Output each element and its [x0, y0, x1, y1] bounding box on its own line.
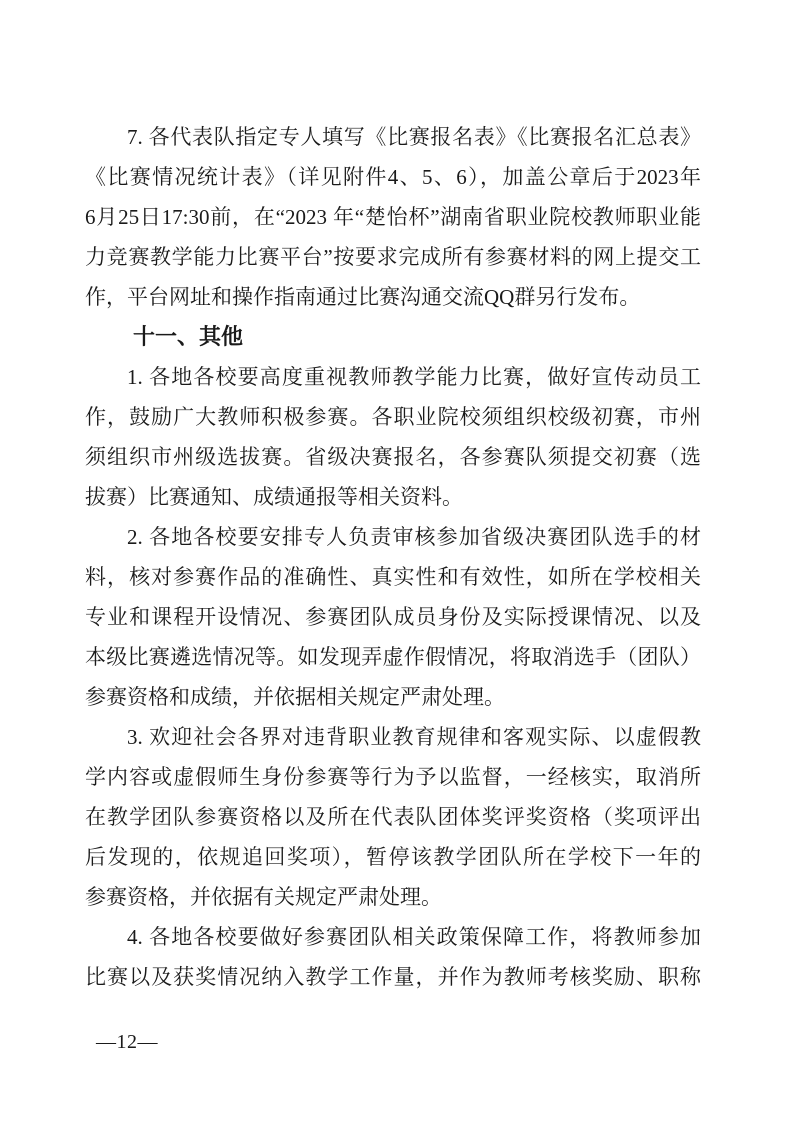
text-line: 专业和课程开设情况、参赛团队成员身份及实际授课情况、以及	[85, 605, 701, 629]
text-block	[85, 117, 701, 997]
text-line: 6月25日17:30前，在“2023 年“楚怡杯”湖南省职业院校教师职业能	[85, 205, 701, 229]
text-line: 在教学团队参赛资格以及所在代表队团体奖评奖资格（奖项评出	[85, 805, 701, 829]
page-number: —12—	[96, 1031, 158, 1053]
text-line: 力竞赛教学能力比赛平台”按要求完成所有参赛材料的网上提交工	[85, 245, 701, 269]
text-line: 2. 各地各校要安排专人负责审核参加省级决赛团队选手的材	[127, 525, 701, 549]
text-line: 4. 各地各校要做好参赛团队相关政策保障工作，将教师参加	[127, 925, 701, 949]
text-line: 1. 各地各校要高度重视教师教学能力比赛，做好宣传动员工	[127, 365, 701, 389]
text-line: 作，平台网址和操作指南通过比赛沟通交流QQ群另行发布。	[85, 285, 641, 309]
text-line: 后发现的，依规追回奖项），暂停该教学团队所在学校下一年的	[85, 845, 701, 869]
text-line: 作，鼓励广大教师积极参赛。各职业院校须组织校级初赛，市州	[85, 405, 701, 429]
text-line: 参赛资格，并依据有关规定严肃处理。	[85, 885, 442, 909]
text-line: 料，核对参赛作品的准确性、真实性和有效性，如所在学校相关	[85, 565, 701, 589]
text-line: 须组织市州级选拔赛。省级决赛报名，各参赛队须提交初赛（选	[85, 445, 701, 469]
text-line: 比赛以及获奖情况纳入教学工作量，并作为教师考核奖励、职称	[85, 965, 701, 989]
paragraph-other-3	[85, 717, 701, 917]
text-line: 学内容或虚假师生身份参赛等行为予以监督，一经核实，取消所	[85, 765, 701, 789]
paragraph-item-7	[85, 117, 701, 317]
text-line: 《比赛情况统计表》（详见附件4、5、6），加盖公章后于2023年	[85, 165, 701, 189]
text-line: 拔赛）比赛通知、成绩通报等相关资料。	[85, 485, 463, 509]
paragraph-other-4	[85, 917, 701, 997]
text-line: 7. 各代表队指定专人填写《比赛报名表》《比赛报名汇总表》	[127, 125, 701, 149]
text-line: 参赛资格和成绩，并依据相关规定严肃处理。	[85, 685, 505, 709]
section-heading: 十一、其他	[133, 324, 244, 349]
text-line: 本级比赛遴选情况等。如发现弄虚作假情况，将取消选手（团队）	[85, 645, 701, 669]
paragraph-other-1	[85, 357, 701, 517]
text-line: 3. 欢迎社会各界对违背职业教育规律和客观实际、以虚假教	[127, 725, 701, 749]
paragraph-other-2	[85, 517, 701, 717]
